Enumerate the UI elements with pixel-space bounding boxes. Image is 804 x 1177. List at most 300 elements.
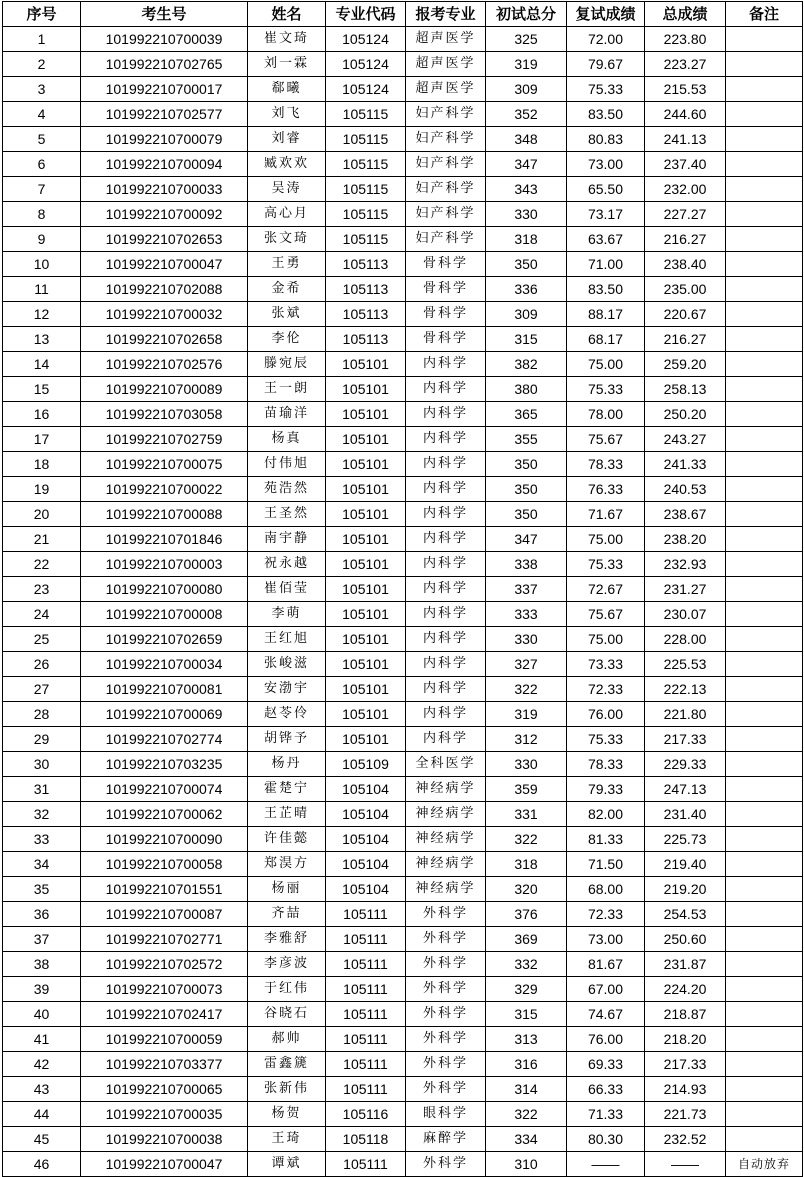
cell-note <box>726 1052 803 1077</box>
cell-initial-score: 343 <box>486 177 567 202</box>
cell-seq: 34 <box>3 852 81 877</box>
cell-exam-id: 101992210700059 <box>81 1027 248 1052</box>
cell-seq: 13 <box>3 327 81 352</box>
cell-initial-score: 365 <box>486 402 567 427</box>
cell-seq: 8 <box>3 202 81 227</box>
table-row <box>3 1127 803 1152</box>
cell-exam-id: 101992210702572 <box>81 952 248 977</box>
cell-total-score: 254.53 <box>645 902 726 927</box>
cell-name: 于红伟 <box>248 977 326 1002</box>
table-row <box>3 927 803 952</box>
cell-exam-id: 101992210700038 <box>81 1127 248 1152</box>
header-total-score: 总成绩 <box>645 2 726 27</box>
cell-total-score: 243.27 <box>645 427 726 452</box>
cell-major: 骨科学 <box>406 252 486 277</box>
cell-major-code: 105115 <box>326 152 406 177</box>
cell-note <box>726 302 803 327</box>
cell-seq: 25 <box>3 627 81 652</box>
cell-initial-score: 319 <box>486 702 567 727</box>
cell-note <box>726 402 803 427</box>
cell-name: 杨丹 <box>248 752 326 777</box>
cell-total-score: 217.33 <box>645 1052 726 1077</box>
cell-total-score: —— <box>645 1152 726 1177</box>
cell-initial-score: 332 <box>486 952 567 977</box>
cell-major: 全科医学 <box>406 752 486 777</box>
cell-seq: 1 <box>3 27 81 52</box>
cell-major-code: 105101 <box>326 352 406 377</box>
cell-initial-score: 350 <box>486 452 567 477</box>
cell-note <box>726 52 803 77</box>
cell-initial-score: 327 <box>486 652 567 677</box>
cell-major: 妇产科学 <box>406 102 486 127</box>
cell-exam-id: 101992210703235 <box>81 752 248 777</box>
cell-major: 内科学 <box>406 352 486 377</box>
cell-name: 赵苓伶 <box>248 702 326 727</box>
header-row <box>3 2 803 27</box>
cell-exam-id: 101992210700089 <box>81 377 248 402</box>
table-row <box>3 227 803 252</box>
cell-exam-id: 101992210700080 <box>81 577 248 602</box>
cell-name: 杨丽 <box>248 877 326 902</box>
cell-note <box>726 277 803 302</box>
cell-seq: 14 <box>3 352 81 377</box>
cell-total-score: 244.60 <box>645 102 726 127</box>
cell-note <box>726 252 803 277</box>
table-row <box>3 52 803 77</box>
cell-total-score: 220.67 <box>645 302 726 327</box>
cell-name: 杨真 <box>248 427 326 452</box>
cell-major: 神经病学 <box>406 852 486 877</box>
cell-initial-score: 355 <box>486 427 567 452</box>
cell-note <box>726 627 803 652</box>
cell-exam-id: 101992210702417 <box>81 1002 248 1027</box>
cell-exam-id: 101992210700058 <box>81 852 248 877</box>
cell-total-score: 238.67 <box>645 502 726 527</box>
header-major-code: 专业代码 <box>326 2 406 27</box>
cell-initial-score: 359 <box>486 777 567 802</box>
cell-major-code: 105111 <box>326 977 406 1002</box>
cell-major: 内科学 <box>406 452 486 477</box>
cell-note <box>726 27 803 52</box>
table-row <box>3 702 803 727</box>
cell-note <box>726 752 803 777</box>
cell-major: 内科学 <box>406 477 486 502</box>
cell-retest-score: 88.17 <box>567 302 645 327</box>
cell-major-code: 105104 <box>326 827 406 852</box>
cell-retest-score: 78.33 <box>567 452 645 477</box>
cell-total-score: 232.52 <box>645 1127 726 1152</box>
cell-major: 外科学 <box>406 1077 486 1102</box>
cell-note <box>726 127 803 152</box>
cell-exam-id: 101992210701846 <box>81 527 248 552</box>
cell-major-code: 105101 <box>326 602 406 627</box>
cell-initial-score: 309 <box>486 77 567 102</box>
table-row <box>3 302 803 327</box>
cell-total-score: 216.27 <box>645 327 726 352</box>
cell-total-score: 231.87 <box>645 952 726 977</box>
cell-initial-score: 338 <box>486 552 567 577</box>
table-row <box>3 252 803 277</box>
cell-note <box>726 827 803 852</box>
cell-note <box>726 802 803 827</box>
cell-retest-score: 75.33 <box>567 77 645 102</box>
header-major: 报考专业 <box>406 2 486 27</box>
cell-major-code: 105113 <box>326 252 406 277</box>
cell-name: 张新伟 <box>248 1077 326 1102</box>
cell-exam-id: 101992210703377 <box>81 1052 248 1077</box>
cell-major-code: 105101 <box>326 677 406 702</box>
cell-major-code: 105101 <box>326 427 406 452</box>
cell-exam-id: 101992210702771 <box>81 927 248 952</box>
table-row <box>3 327 803 352</box>
cell-initial-score: 331 <box>486 802 567 827</box>
cell-seq: 19 <box>3 477 81 502</box>
table-row <box>3 602 803 627</box>
table-row <box>3 502 803 527</box>
cell-major: 内科学 <box>406 502 486 527</box>
score-table <box>2 1 803 1177</box>
table-row <box>3 902 803 927</box>
cell-retest-score: 73.33 <box>567 652 645 677</box>
cell-major: 神经病学 <box>406 777 486 802</box>
cell-total-score: 231.27 <box>645 577 726 602</box>
cell-major: 外科学 <box>406 1027 486 1052</box>
cell-major-code: 105101 <box>326 527 406 552</box>
table-row <box>3 77 803 102</box>
cell-note <box>726 852 803 877</box>
cell-retest-score: 83.50 <box>567 102 645 127</box>
cell-retest-score: 72.33 <box>567 902 645 927</box>
cell-note <box>726 1102 803 1127</box>
cell-note <box>726 452 803 477</box>
cell-total-score: 218.20 <box>645 1027 726 1052</box>
cell-major-code: 105115 <box>326 102 406 127</box>
cell-major-code: 105109 <box>326 752 406 777</box>
header-exam-id: 考生号 <box>81 2 248 27</box>
cell-exam-id: 101992210700035 <box>81 1102 248 1127</box>
header-retest-score: 复试成绩 <box>567 2 645 27</box>
table-row <box>3 277 803 302</box>
cell-major: 内科学 <box>406 677 486 702</box>
cell-total-score: 224.20 <box>645 977 726 1002</box>
cell-total-score: 223.27 <box>645 52 726 77</box>
cell-total-score: 241.13 <box>645 127 726 152</box>
cell-initial-score: 312 <box>486 727 567 752</box>
cell-initial-score: 347 <box>486 527 567 552</box>
cell-exam-id: 101992210700008 <box>81 602 248 627</box>
cell-exam-id: 101992210700047 <box>81 1152 248 1177</box>
cell-name: 郑淏方 <box>248 852 326 877</box>
cell-seq: 42 <box>3 1052 81 1077</box>
table-row <box>3 877 803 902</box>
cell-major-code: 105101 <box>326 377 406 402</box>
cell-initial-score: 330 <box>486 202 567 227</box>
cell-major: 妇产科学 <box>406 177 486 202</box>
cell-exam-id: 101992210700079 <box>81 127 248 152</box>
cell-retest-score: 75.00 <box>567 527 645 552</box>
cell-major: 内科学 <box>406 527 486 552</box>
cell-note <box>726 927 803 952</box>
header-initial-score: 初试总分 <box>486 2 567 27</box>
cell-major-code: 105101 <box>326 727 406 752</box>
cell-retest-score: 76.00 <box>567 702 645 727</box>
cell-major-code: 105111 <box>326 1152 406 1177</box>
cell-initial-score: 352 <box>486 102 567 127</box>
cell-seq: 6 <box>3 152 81 177</box>
cell-major: 骨科学 <box>406 302 486 327</box>
cell-seq: 40 <box>3 1002 81 1027</box>
cell-major: 神经病学 <box>406 802 486 827</box>
cell-retest-score: 82.00 <box>567 802 645 827</box>
cell-initial-score: 319 <box>486 52 567 77</box>
cell-major: 外科学 <box>406 1152 486 1177</box>
cell-initial-score: 318 <box>486 227 567 252</box>
cell-seq: 7 <box>3 177 81 202</box>
cell-note <box>726 577 803 602</box>
cell-major-code: 105124 <box>326 27 406 52</box>
cell-retest-score: 79.67 <box>567 52 645 77</box>
cell-initial-score: 330 <box>486 752 567 777</box>
cell-note <box>726 202 803 227</box>
cell-total-score: 247.13 <box>645 777 726 802</box>
cell-note <box>726 902 803 927</box>
cell-initial-score: 333 <box>486 602 567 627</box>
cell-major-code: 105101 <box>326 552 406 577</box>
cell-major: 内科学 <box>406 377 486 402</box>
table-row <box>3 977 803 1002</box>
table-row <box>3 1002 803 1027</box>
cell-name: 吴涛 <box>248 177 326 202</box>
cell-name: 刘一霖 <box>248 52 326 77</box>
cell-major: 内科学 <box>406 702 486 727</box>
cell-exam-id: 101992210700090 <box>81 827 248 852</box>
cell-initial-score: 320 <box>486 877 567 902</box>
table-row <box>3 952 803 977</box>
cell-major-code: 105101 <box>326 702 406 727</box>
cell-retest-score: 65.50 <box>567 177 645 202</box>
cell-seq: 38 <box>3 952 81 977</box>
table-row <box>3 127 803 152</box>
cell-major: 妇产科学 <box>406 227 486 252</box>
cell-retest-score: 80.30 <box>567 1127 645 1152</box>
cell-name: 张峻滋 <box>248 652 326 677</box>
table-row <box>3 202 803 227</box>
cell-exam-id: 101992210700039 <box>81 27 248 52</box>
cell-seq: 36 <box>3 902 81 927</box>
cell-name: 齐喆 <box>248 902 326 927</box>
cell-exam-id: 101992210700075 <box>81 452 248 477</box>
cell-total-score: 258.13 <box>645 377 726 402</box>
cell-retest-score: 75.33 <box>567 727 645 752</box>
cell-retest-score: 71.67 <box>567 502 645 527</box>
cell-exam-id: 101992210703058 <box>81 402 248 427</box>
cell-initial-score: 337 <box>486 577 567 602</box>
cell-initial-score: 347 <box>486 152 567 177</box>
cell-major-code: 105115 <box>326 202 406 227</box>
cell-total-score: 223.80 <box>645 27 726 52</box>
cell-total-score: 237.40 <box>645 152 726 177</box>
table-row <box>3 452 803 477</box>
cell-total-score: 214.93 <box>645 1077 726 1102</box>
cell-note <box>726 777 803 802</box>
cell-name: 付伟旭 <box>248 452 326 477</box>
cell-total-score: 229.33 <box>645 752 726 777</box>
cell-exam-id: 101992210700003 <box>81 552 248 577</box>
cell-total-score: 250.20 <box>645 402 726 427</box>
table-row <box>3 752 803 777</box>
cell-major-code: 105104 <box>326 777 406 802</box>
table-row <box>3 427 803 452</box>
cell-name: 李伦 <box>248 327 326 352</box>
cell-major-code: 105101 <box>326 627 406 652</box>
cell-exam-id: 101992210700065 <box>81 1077 248 1102</box>
cell-name: 李雅舒 <box>248 927 326 952</box>
cell-major: 内科学 <box>406 552 486 577</box>
cell-total-score: 250.60 <box>645 927 726 952</box>
cell-major-code: 105124 <box>326 77 406 102</box>
cell-total-score: 217.33 <box>645 727 726 752</box>
cell-note: 自动放弃 <box>726 1152 803 1177</box>
cell-seq: 9 <box>3 227 81 252</box>
cell-seq: 2 <box>3 52 81 77</box>
cell-retest-score: 72.33 <box>567 677 645 702</box>
cell-note <box>726 702 803 727</box>
cell-retest-score: 80.83 <box>567 127 645 152</box>
table-row <box>3 552 803 577</box>
table-row <box>3 1027 803 1052</box>
cell-exam-id: 101992210702774 <box>81 727 248 752</box>
cell-name: 崔佰莹 <box>248 577 326 602</box>
table-row <box>3 577 803 602</box>
cell-retest-score: 76.00 <box>567 1027 645 1052</box>
cell-major-code: 105115 <box>326 227 406 252</box>
cell-name: 霍楚宁 <box>248 777 326 802</box>
cell-initial-score: 315 <box>486 1002 567 1027</box>
table-row <box>3 377 803 402</box>
cell-note <box>726 477 803 502</box>
table-body <box>3 27 803 1177</box>
cell-major-code: 105104 <box>326 852 406 877</box>
cell-name: 张斌 <box>248 302 326 327</box>
cell-major: 妇产科学 <box>406 202 486 227</box>
cell-initial-score: 314 <box>486 1077 567 1102</box>
cell-major-code: 105111 <box>326 952 406 977</box>
cell-seq: 26 <box>3 652 81 677</box>
cell-exam-id: 101992210700069 <box>81 702 248 727</box>
cell-name: 王琦 <box>248 1127 326 1152</box>
cell-total-score: 218.87 <box>645 1002 726 1027</box>
cell-exam-id: 101992210700081 <box>81 677 248 702</box>
cell-total-score: 219.40 <box>645 852 726 877</box>
cell-name: 李萌 <box>248 602 326 627</box>
cell-seq: 43 <box>3 1077 81 1102</box>
cell-major-code: 105101 <box>326 502 406 527</box>
cell-note <box>726 77 803 102</box>
cell-total-score: 221.80 <box>645 702 726 727</box>
cell-seq: 33 <box>3 827 81 852</box>
table-row <box>3 1102 803 1127</box>
cell-initial-score: 329 <box>486 977 567 1002</box>
cell-major: 麻醉学 <box>406 1127 486 1152</box>
cell-retest-score: 67.00 <box>567 977 645 1002</box>
cell-total-score: 241.33 <box>645 452 726 477</box>
cell-retest-score: 72.67 <box>567 577 645 602</box>
cell-major-code: 105101 <box>326 652 406 677</box>
cell-major: 外科学 <box>406 977 486 1002</box>
cell-exam-id: 101992210702088 <box>81 277 248 302</box>
cell-total-score: 215.53 <box>645 77 726 102</box>
cell-seq: 23 <box>3 577 81 602</box>
cell-name: 滕宛辰 <box>248 352 326 377</box>
header-note: 备注 <box>726 2 803 27</box>
cell-initial-score: 334 <box>486 1127 567 1152</box>
cell-seq: 24 <box>3 602 81 627</box>
cell-major: 内科学 <box>406 427 486 452</box>
cell-name: 胡铧予 <box>248 727 326 752</box>
cell-note <box>726 677 803 702</box>
cell-exam-id: 101992210702759 <box>81 427 248 452</box>
cell-exam-id: 101992210702658 <box>81 327 248 352</box>
cell-total-score: 231.40 <box>645 802 726 827</box>
cell-major: 内科学 <box>406 602 486 627</box>
cell-name: 安渤宇 <box>248 677 326 702</box>
cell-seq: 17 <box>3 427 81 452</box>
cell-major-code: 105111 <box>326 1002 406 1027</box>
cell-initial-score: 382 <box>486 352 567 377</box>
cell-exam-id: 101992210700092 <box>81 202 248 227</box>
cell-retest-score: 81.33 <box>567 827 645 852</box>
cell-name: 王芷晴 <box>248 802 326 827</box>
table-row <box>3 152 803 177</box>
cell-note <box>726 177 803 202</box>
cell-retest-score: 71.33 <box>567 1102 645 1127</box>
cell-exam-id: 101992210702653 <box>81 227 248 252</box>
cell-note <box>726 602 803 627</box>
cell-major-code: 105111 <box>326 1077 406 1102</box>
cell-initial-score: 336 <box>486 277 567 302</box>
cell-retest-score: 66.33 <box>567 1077 645 1102</box>
table-row <box>3 852 803 877</box>
cell-total-score: 227.27 <box>645 202 726 227</box>
table-row <box>3 677 803 702</box>
cell-name: 谷晓石 <box>248 1002 326 1027</box>
cell-major-code: 105104 <box>326 877 406 902</box>
table-row <box>3 527 803 552</box>
cell-retest-score: —— <box>567 1152 645 1177</box>
cell-seq: 44 <box>3 1102 81 1127</box>
cell-seq: 27 <box>3 677 81 702</box>
cell-retest-score: 78.00 <box>567 402 645 427</box>
cell-seq: 21 <box>3 527 81 552</box>
cell-major: 外科学 <box>406 952 486 977</box>
cell-initial-score: 325 <box>486 27 567 52</box>
cell-name: 张文琦 <box>248 227 326 252</box>
cell-total-score: 225.73 <box>645 827 726 852</box>
cell-total-score: 259.20 <box>645 352 726 377</box>
cell-name: 郝帅 <box>248 1027 326 1052</box>
cell-note <box>726 502 803 527</box>
cell-note <box>726 227 803 252</box>
cell-major: 内科学 <box>406 627 486 652</box>
cell-total-score: 222.13 <box>645 677 726 702</box>
cell-note <box>726 552 803 577</box>
table-row <box>3 27 803 52</box>
cell-retest-score: 75.67 <box>567 602 645 627</box>
cell-name: 王勇 <box>248 252 326 277</box>
cell-major: 内科学 <box>406 652 486 677</box>
cell-major-code: 105115 <box>326 177 406 202</box>
table-row <box>3 402 803 427</box>
